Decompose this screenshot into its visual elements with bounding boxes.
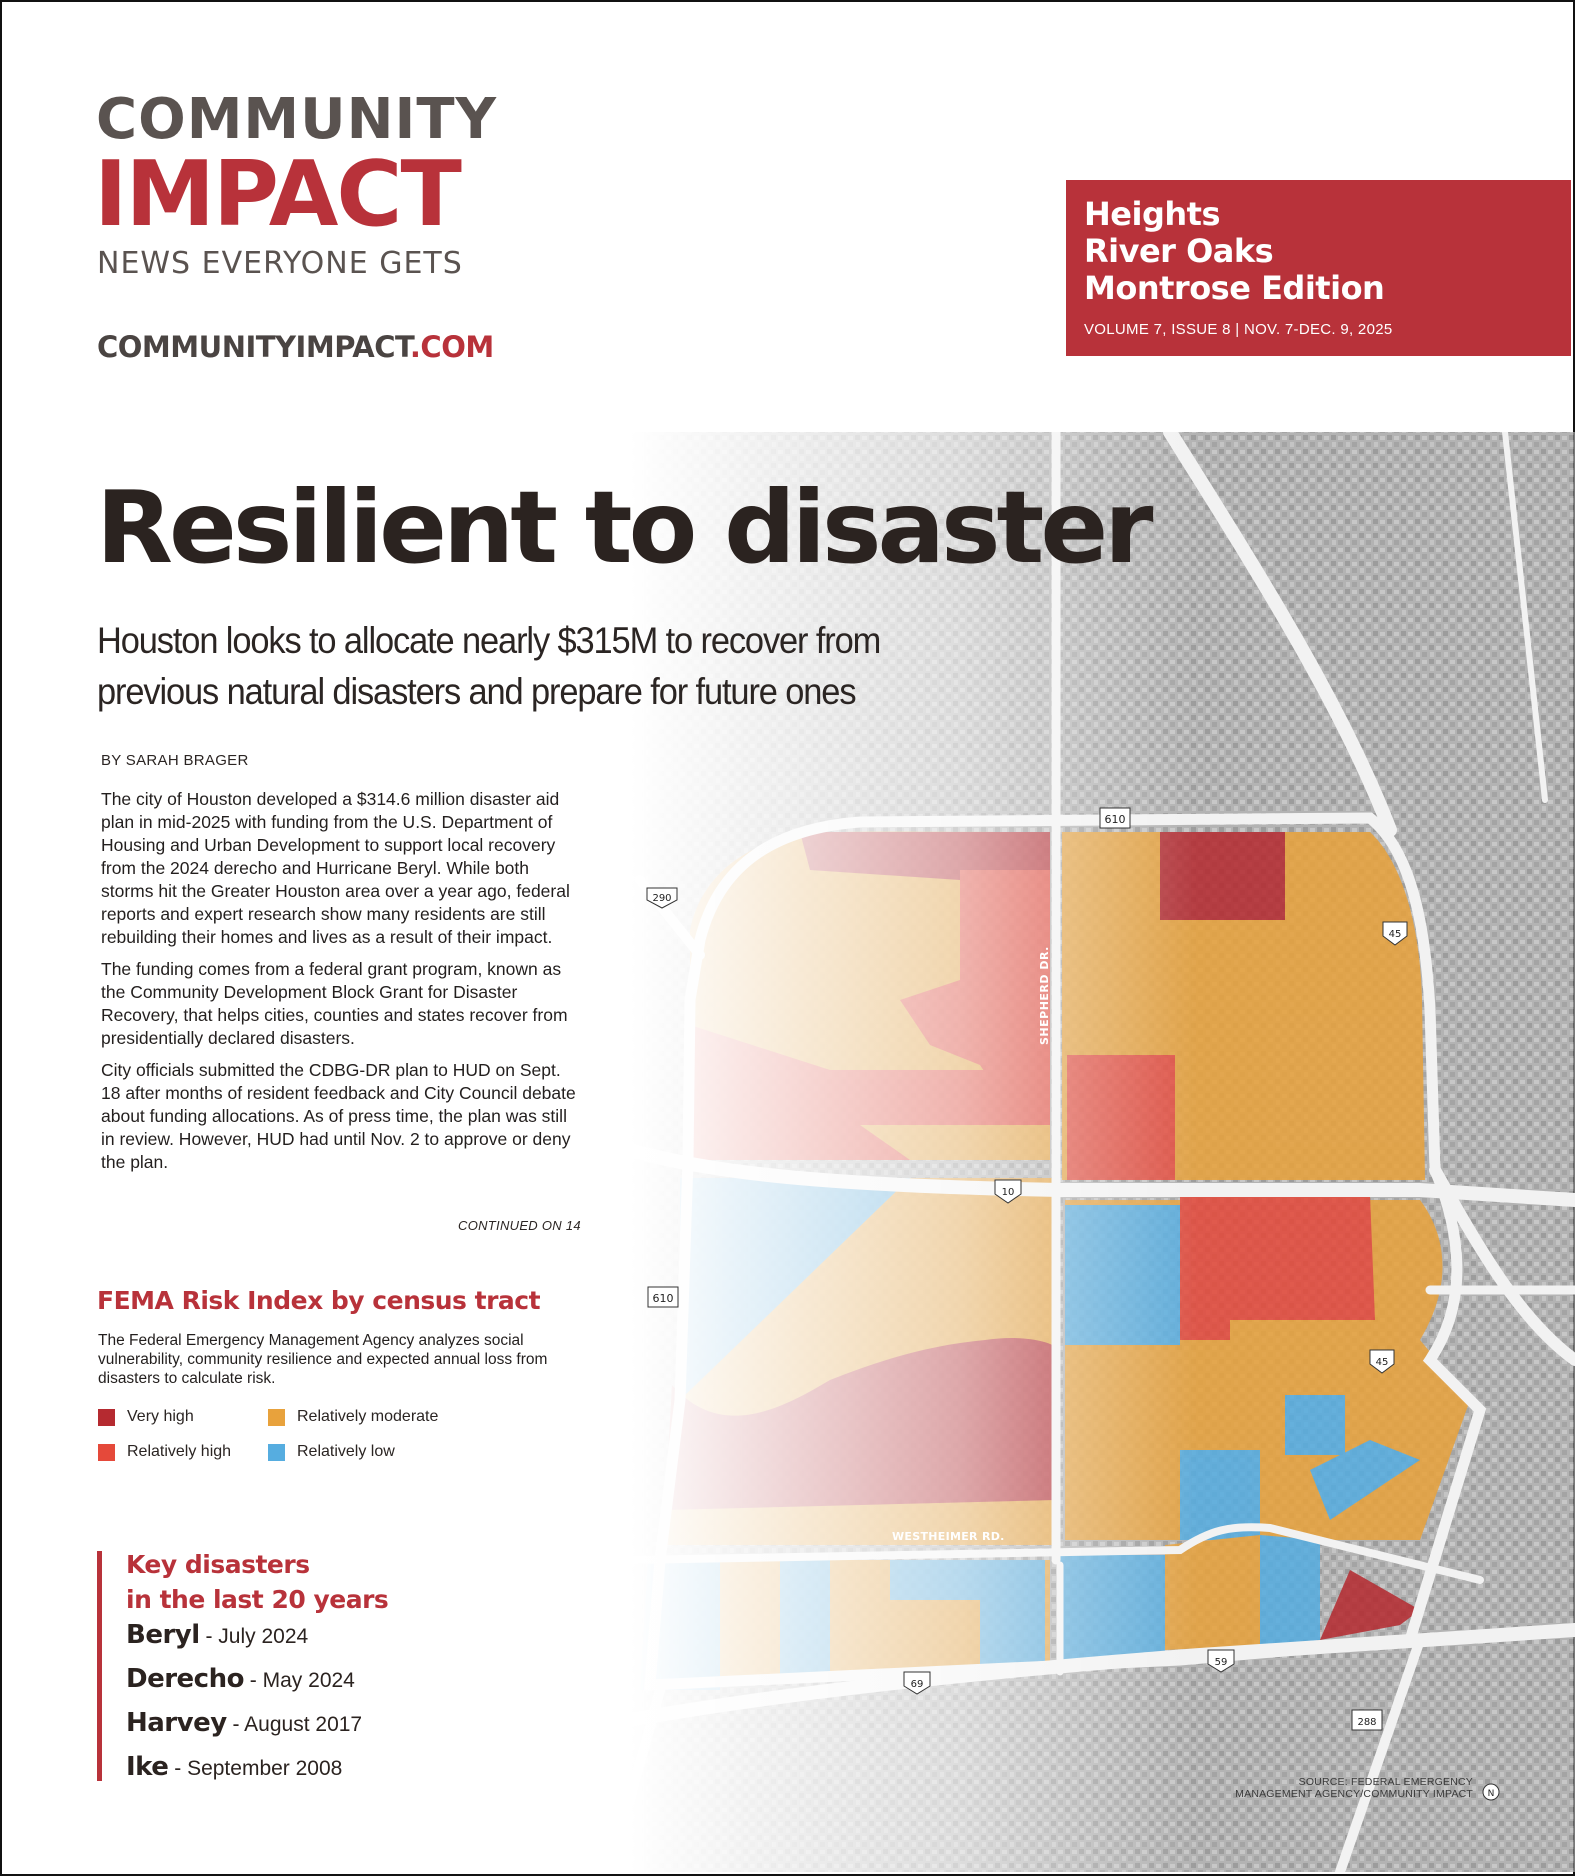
key-disasters-title-line-2: in the last 20 years bbox=[126, 1585, 389, 1614]
shield-45-south-text: 45 bbox=[1375, 1357, 1389, 1368]
disaster-name: Harvey bbox=[126, 1708, 227, 1738]
fema-description: The Federal Emergency Management Agency analyzes social vulnerability, community resilience and expected annual loss from disasters to calculate risk. bbox=[98, 1332, 548, 1387]
paragraph: The city of Houston developed a $314.6 million disaster aid plan in mid-2025 with funding from the U.S. Department of Housing and Urban Development to support local recovery from the 2024 derecho and Hurricane Beryl. While both storms hit the Greater Houston area over a year ago, federal reports and expert research show many residents are still rebuilding their homes and lives as a result of their impact. bbox=[101, 789, 570, 947]
list-item bbox=[126, 1708, 362, 1752]
key-disasters-title bbox=[126, 1547, 388, 1617]
logo-impact: IMPACT bbox=[94, 142, 460, 247]
shield-610-west bbox=[648, 1287, 678, 1307]
disaster-date: - July 2024 bbox=[199, 1625, 309, 1648]
headline: Resilient to disaster bbox=[96, 469, 1150, 586]
list-item bbox=[126, 1752, 362, 1796]
key-disasters-title-line-1: Key disasters bbox=[126, 1550, 310, 1579]
legend-swatch bbox=[268, 1444, 285, 1461]
legend-label: Very high bbox=[127, 1408, 194, 1425]
key-disasters-list bbox=[126, 1620, 362, 1796]
shield-59-text: 59 bbox=[1214, 1657, 1228, 1668]
continued-note: CONTINUED ON 14 bbox=[458, 1218, 581, 1233]
shield-610-north bbox=[1100, 808, 1130, 828]
legend-label: Relatively moderate bbox=[297, 1408, 439, 1425]
site-url-main: COMMUNITYIMPACT bbox=[97, 330, 410, 364]
disaster-date: - May 2024 bbox=[243, 1669, 355, 1692]
source-line-2: MANAGEMENT AGENCY/COMMUNITY IMPACT bbox=[1235, 1788, 1473, 1800]
shield-288 bbox=[1352, 1710, 1382, 1730]
logo-tagline: NEWS EVERYONE GETS bbox=[97, 246, 463, 281]
shield-69-text: 69 bbox=[910, 1679, 924, 1690]
edition-line-3: Montrose Edition bbox=[1084, 269, 1385, 307]
edition-line-2: River Oaks bbox=[1084, 232, 1274, 270]
legend-item-relatively-low bbox=[268, 1443, 395, 1461]
key-disasters-rule bbox=[97, 1551, 102, 1781]
legend-label: Relatively low bbox=[297, 1443, 395, 1460]
byline: BY SARAH BRAGER bbox=[101, 752, 249, 769]
paragraph: City officials submitted the CDBG-DR plan to HUD on Sept. 18 after months of resident feedback and City Council debate about funding allocations. As of press time, the plan was still in review. However, HUD had until Nov. 2 to approve or deny the plan. bbox=[101, 1060, 576, 1172]
shield-290-text: 290 bbox=[652, 893, 672, 904]
article-body bbox=[101, 788, 581, 1183]
legend-swatch bbox=[98, 1444, 115, 1461]
paragraph: The funding comes from a federal grant program, known as the Community Development Block Grant for Disaster Recovery, that helps cities, counties and states recover from presidentially declared disasters. bbox=[101, 959, 568, 1048]
fema-title: FEMA Risk Index by census tract bbox=[97, 1286, 541, 1315]
north-arrow-icon bbox=[1483, 1784, 1499, 1800]
legend-item-relatively-moderate bbox=[268, 1408, 438, 1426]
site-url[interactable] bbox=[97, 330, 494, 364]
shield-45-north-text: 45 bbox=[1388, 929, 1402, 940]
shield-610-north-text: 610 bbox=[1104, 813, 1126, 826]
edition-volume: VOLUME 7, ISSUE 8 | NOV. 7-DEC. 9, 2025 bbox=[1084, 321, 1393, 338]
disaster-name: Derecho bbox=[126, 1664, 244, 1694]
disaster-name: Beryl bbox=[126, 1620, 200, 1650]
shield-10-text: 10 bbox=[1001, 1187, 1015, 1198]
deck: Houston looks to allocate nearly $315M to recover from previous natural disasters and prepare for future ones bbox=[97, 620, 881, 712]
edition-line-1: Heights bbox=[1084, 195, 1220, 233]
label-shepherd: SHEPHERD DR. bbox=[1038, 946, 1051, 1045]
source-line-1: SOURCE: FEDERAL EMERGENCY bbox=[1298, 1776, 1473, 1788]
legend-label: Relatively high bbox=[127, 1443, 232, 1460]
disaster-date: - September 2008 bbox=[168, 1757, 343, 1780]
shield-610-west-text: 610 bbox=[652, 1292, 674, 1305]
disaster-date: - August 2017 bbox=[226, 1713, 363, 1736]
edition-box bbox=[1066, 180, 1571, 356]
legend-swatch bbox=[268, 1409, 285, 1426]
shield-288-text: 288 bbox=[1357, 1717, 1377, 1728]
list-item bbox=[126, 1620, 362, 1664]
legend-item-relatively-high bbox=[98, 1443, 231, 1461]
site-url-suffix: .COM bbox=[409, 330, 494, 364]
north-arrow-text: N bbox=[1487, 1789, 1495, 1799]
disaster-name: Ike bbox=[126, 1752, 169, 1782]
map-source bbox=[1228, 1776, 1473, 1800]
legend-item-very-high bbox=[98, 1408, 194, 1426]
label-westheimer: WESTHEIMER RD. bbox=[892, 1530, 1005, 1543]
list-item bbox=[126, 1664, 362, 1708]
logo-community: COMMUNITY bbox=[96, 87, 498, 152]
legend-swatch bbox=[98, 1409, 115, 1426]
